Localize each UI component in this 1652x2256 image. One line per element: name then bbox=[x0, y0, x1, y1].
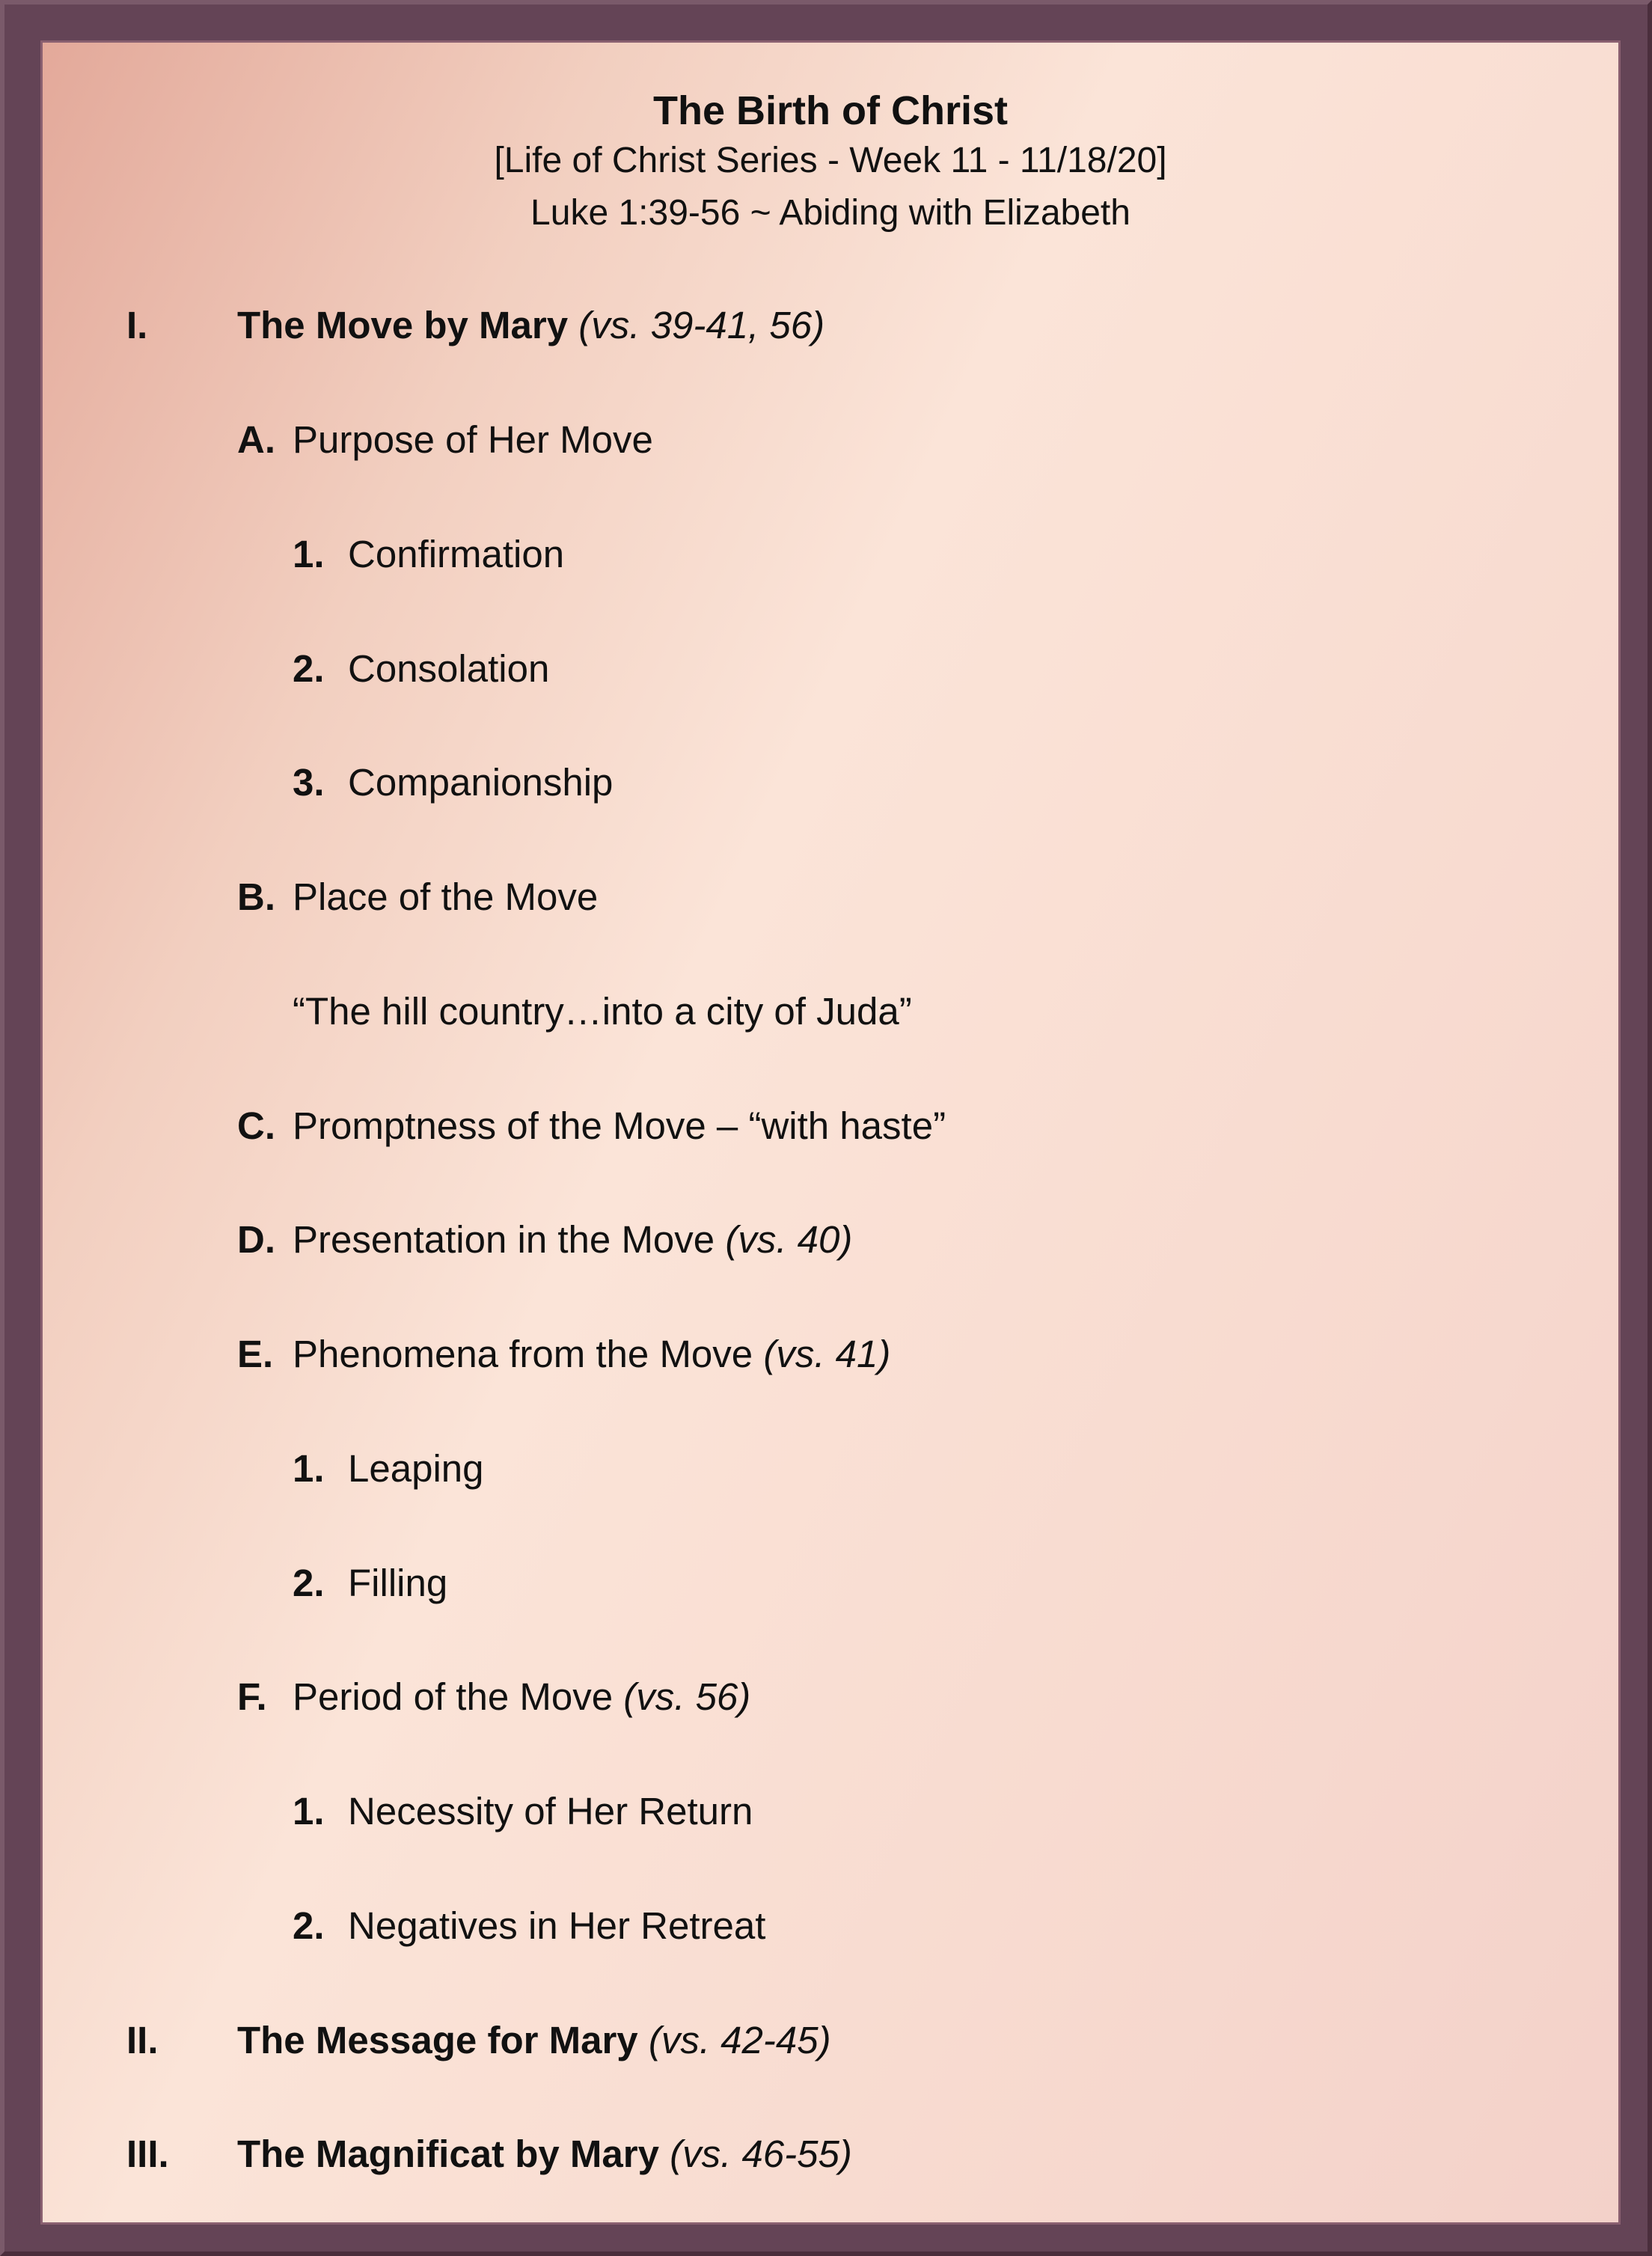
outline-marker: 2. bbox=[293, 1562, 325, 1604]
outline-text: Negatives in Her Retreat bbox=[348, 1904, 766, 1947]
outline-text: Period of the Move bbox=[293, 1675, 614, 1718]
outline-text: The Magnificat by Mary bbox=[237, 2133, 659, 2175]
outline-item-B bbox=[237, 875, 599, 918]
page-title: The Birth of Christ bbox=[653, 88, 1008, 133]
verse-reference: (vs. 39-41, 56) bbox=[578, 304, 825, 346]
outline-item-A2 bbox=[293, 649, 549, 688]
outline-marker: III. bbox=[126, 2133, 169, 2175]
outline-item-A3 bbox=[293, 761, 614, 804]
outline-item-II bbox=[126, 2021, 831, 2059]
outline-marker: 2. bbox=[293, 1904, 325, 1947]
verse-reference: (vs. 46-55) bbox=[670, 2133, 852, 2175]
outline-marker: A. bbox=[237, 418, 275, 461]
verse-reference: (vs. 41) bbox=[763, 1333, 891, 1375]
outline-text: Place of the Move bbox=[293, 875, 599, 918]
outline-item-F1 bbox=[293, 1792, 753, 1830]
outline-text: The Move by Mary bbox=[237, 304, 569, 346]
outline-text: Consolation bbox=[348, 647, 550, 690]
outline-marker: C. bbox=[237, 1104, 275, 1147]
outline-marker: 1. bbox=[293, 1447, 325, 1490]
scripture-reference: Luke 1:39-56 ~ Abiding with Elizabeth bbox=[530, 193, 1131, 233]
outline-marker: 3. bbox=[293, 761, 325, 804]
series-subtitle: [Life of Christ Series - Week 11 - 11/18/20] bbox=[494, 141, 1167, 180]
outline-quote bbox=[293, 990, 912, 1033]
outline-text: Promptness of the Move – “with haste” bbox=[293, 1104, 946, 1147]
outline-marker: B. bbox=[237, 875, 275, 918]
outline-marker: II. bbox=[126, 2019, 159, 2061]
outline-text: Purpose of Her Move bbox=[293, 418, 653, 461]
outline-marker: 2. bbox=[293, 647, 325, 690]
outline-marker: 1. bbox=[293, 1790, 325, 1832]
outline-text: Presentation in the Move bbox=[293, 1218, 715, 1261]
verse-reference: (vs. 56) bbox=[623, 1675, 751, 1718]
outline-text: The Message for Mary bbox=[237, 2019, 638, 2061]
outline-item-A bbox=[237, 418, 653, 461]
outline-item-A1 bbox=[293, 535, 564, 573]
outline-text: Leaping bbox=[348, 1447, 484, 1490]
outline-item-D bbox=[237, 1220, 852, 1259]
outline-marker: 1. bbox=[293, 533, 325, 575]
outline-text: Companionship bbox=[348, 761, 614, 804]
outline-item-F bbox=[237, 1675, 751, 1718]
outline-text: Phenomena from the Move bbox=[293, 1333, 753, 1375]
outline-marker: F. bbox=[237, 1675, 267, 1718]
outline-item-E2 bbox=[293, 1564, 447, 1602]
outline-item-E bbox=[237, 1335, 890, 1373]
outline-text: Filling bbox=[348, 1562, 448, 1604]
outline-item-III bbox=[126, 2135, 852, 2173]
outline-text: Confirmation bbox=[348, 533, 565, 575]
outline-marker: I. bbox=[126, 304, 148, 346]
verse-reference: (vs. 42-45) bbox=[648, 2019, 831, 2061]
outline-item-I bbox=[126, 306, 825, 344]
outline-marker: E. bbox=[237, 1333, 274, 1375]
outline-page bbox=[40, 40, 1621, 2225]
outline-item-C bbox=[237, 1104, 946, 1147]
outline-item-E1 bbox=[293, 1449, 484, 1488]
outline-marker: D. bbox=[237, 1218, 275, 1261]
outline-text: Necessity of Her Return bbox=[348, 1790, 753, 1832]
quote-text: “The hill country…into a city of Juda” bbox=[293, 990, 912, 1033]
verse-reference: (vs. 40) bbox=[725, 1218, 853, 1261]
outline-item-F2 bbox=[293, 1904, 766, 1947]
